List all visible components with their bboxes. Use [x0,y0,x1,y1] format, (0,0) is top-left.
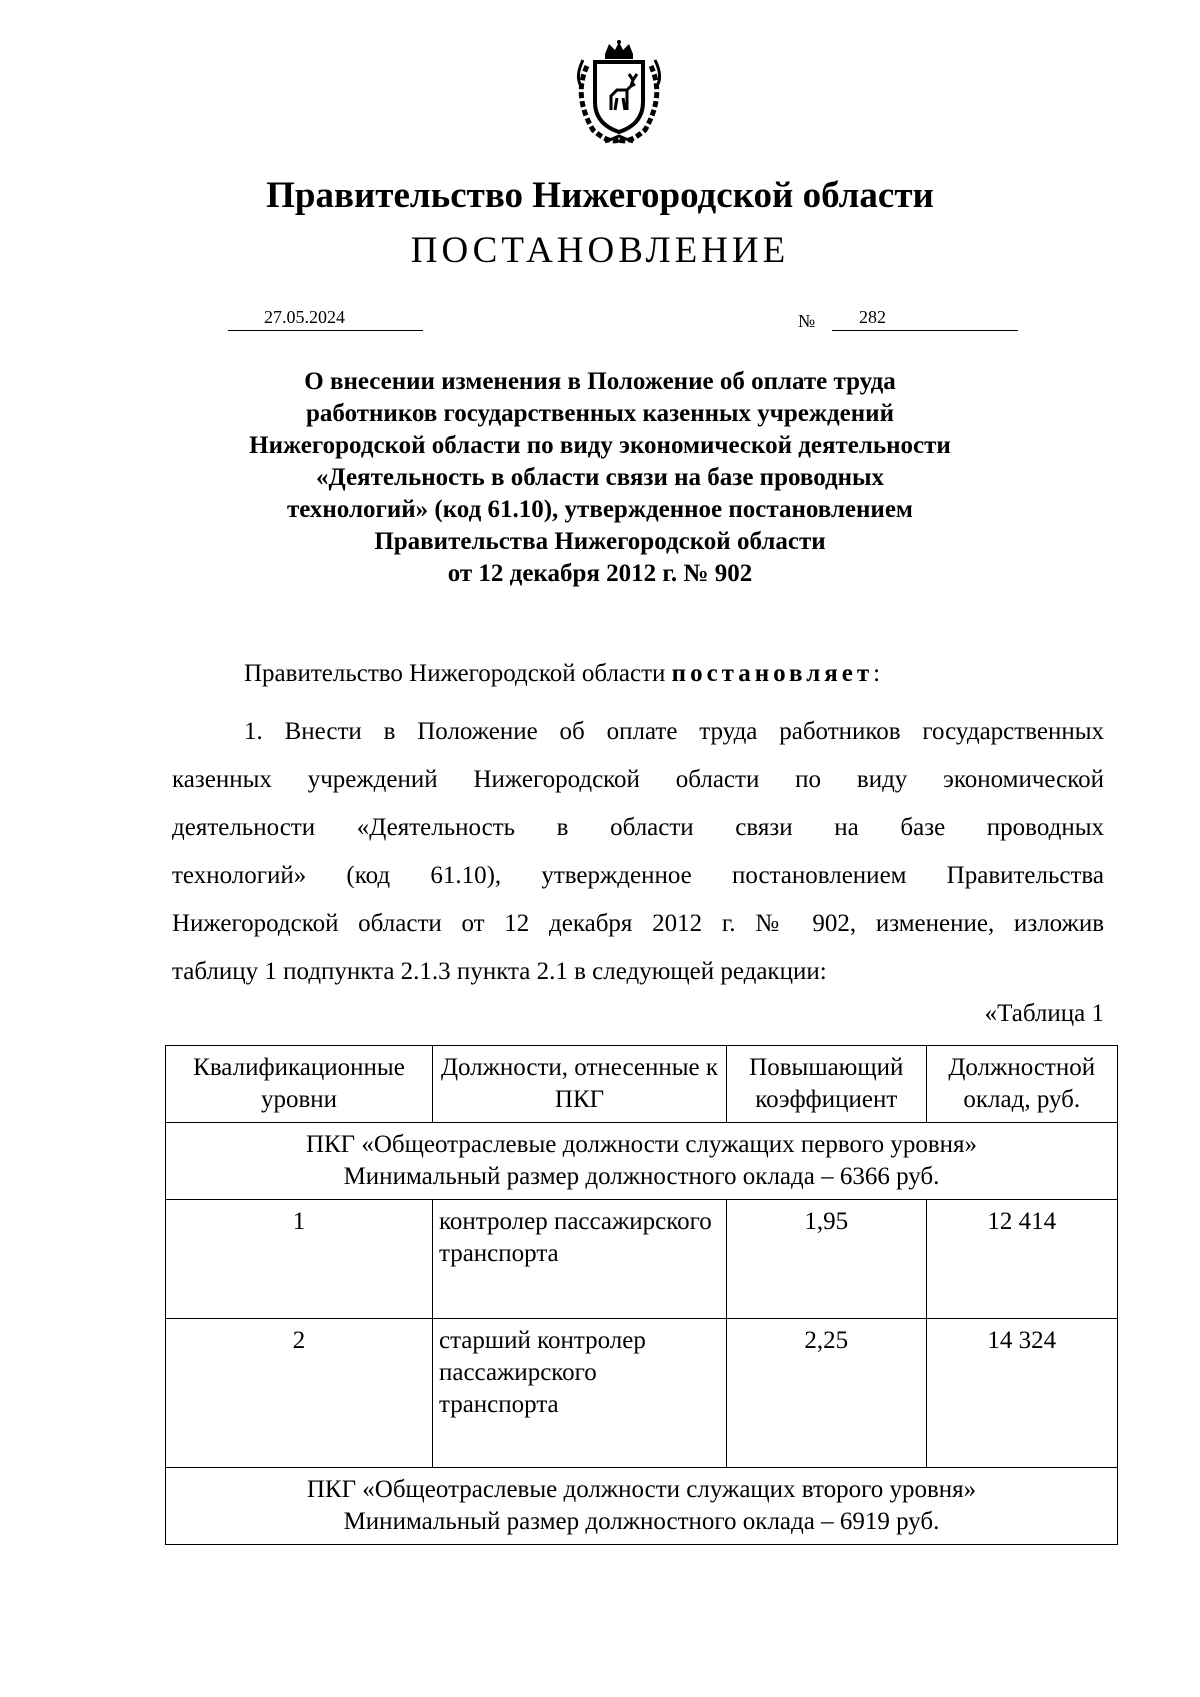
heading-line: «Деятельность в области связи на базе проводных [315,464,885,491]
document-number: 282 [859,307,886,327]
item-line: деятельности «Деятельность в области связи на базе проводных [172,814,1104,841]
group-title: ПКГ «Общеотраслевые должности служащих второго уровня» [306,1476,977,1503]
document-heading [150,366,1050,590]
cell-position: старший контролер пассажирского транспорта [432,1319,726,1468]
item-line: казенных учреждений Нижегородской области по виду экономической [172,766,1104,793]
item-line: таблицу 1 подпункта 2.1.3 пункта 2.1 в следующей редакции: [172,958,827,985]
header-coefficient: Повышающий коэффициент [727,1046,926,1123]
document-type: ПОСТАНОВЛЕНИЕ [410,230,790,271]
heading-line: работников государственных казенных учреждений [306,400,894,427]
salary-table [165,1045,1118,1545]
group-cell [166,1468,1118,1545]
cell-coefficient: 1,95 [727,1200,926,1319]
header-salary: Должностной оклад, руб. [926,1046,1118,1123]
intro-resolves: постановляет [671,660,874,687]
cell-coefficient: 2,25 [727,1319,926,1468]
heading-line: Правительства Нижегородской области [374,528,826,555]
intro-suffix: : [873,660,881,687]
cell-level: 2 [166,1319,433,1468]
group-min-salary: Минимальный размер должностного оклада – 6919 руб. [343,1508,940,1535]
heading-line: О внесении изменения в Положение об оплате труда [304,368,896,395]
heading-line: от 12 декабря 2012 г. № 902 [447,560,753,587]
resolution-item-1 [172,708,1104,996]
cell-salary: 14 324 [926,1319,1118,1468]
cell-salary: 12 414 [926,1200,1118,1319]
item-line: 1. Внести в Положение об оплате труда работников государственных [244,718,1104,745]
group-row-first-level [166,1123,1118,1200]
heading-line: Нижегородской области по виду экономической деятельности [249,432,951,459]
organization-title: Правительство Нижегородской области [266,175,934,216]
document-date: 27.05.2024 [264,307,345,327]
table-row [166,1200,1118,1319]
number-field [832,306,1018,331]
header-positions: Должности, отнесенные к ПКГ [432,1046,726,1123]
group-title: ПКГ «Общеотраслевые должности служащих первого уровня» [305,1131,978,1158]
table-header-row [166,1046,1118,1123]
number-label: № [798,311,816,331]
table-row [166,1319,1118,1468]
group-cell [166,1123,1118,1200]
date-field [228,306,423,331]
cell-level: 1 [166,1200,433,1319]
item-line: Нижегородской области от 12 декабря 2012 г. № 902, изменение, изложив [172,910,1104,937]
heading-line: технологий» (код 61.10), утвержденное постановлением [287,496,913,523]
resolution-intro [172,660,1104,688]
intro-prefix: Правительство Нижегородской области [244,660,666,687]
group-min-salary: Минимальный размер должностного оклада – 6366 руб. [343,1163,940,1190]
cell-position: контролер пассажирского транспорта [432,1200,726,1319]
table-label: «Таблица 1 [984,1000,1104,1027]
item-line: технологий» (код 61.10), утвержденное постановлением Правительства [172,862,1104,889]
header-qualification-levels: Квалификационные уровни [166,1046,433,1123]
coat-of-arms-emblem [565,40,673,150]
group-row-second-level [166,1468,1118,1545]
